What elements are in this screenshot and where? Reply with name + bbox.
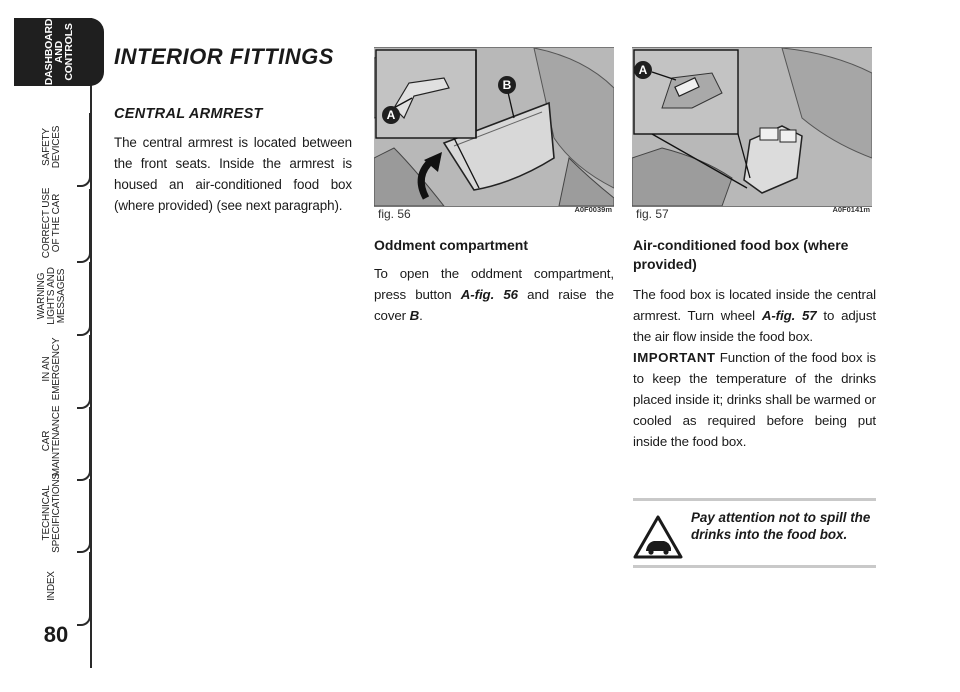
important-label: IMPORTANT xyxy=(633,350,716,365)
text-run: Function of the food box is to keep the temperature of the drinks placed inside it; drinks shall be warmed or cooled as required before being put inside the food box. xyxy=(633,350,876,449)
figure-number: fig. 57 xyxy=(636,207,669,221)
figure-code: A0F0141m xyxy=(832,205,870,214)
figure-57-image xyxy=(632,47,872,207)
tab-label: CORRECT USE OF THE CAR xyxy=(40,187,62,259)
warning-triangle-icon xyxy=(633,515,683,559)
page-number: 80 xyxy=(43,622,69,647)
page-title: INTERIOR FITTINGS xyxy=(114,44,334,69)
text-run: to adjust the air flow inside the food box. xyxy=(633,308,876,344)
figure-code: A0F0039m xyxy=(574,205,612,214)
section-tabs xyxy=(0,0,110,692)
callout-reference: B xyxy=(409,308,420,323)
important-note xyxy=(633,347,876,452)
figure-56-image xyxy=(374,47,614,207)
tab-car-maintenance[interactable] xyxy=(14,407,91,475)
tab-label: TECHNICAL SPECIFICATIONS xyxy=(40,473,62,553)
tab-warning-lights-and-messages[interactable] xyxy=(14,262,91,330)
tab-label: WARNING LIGHTS AND MESSAGES xyxy=(35,267,67,325)
tab-divider xyxy=(77,539,91,553)
tab-label: IN AN EMERGENCY xyxy=(40,337,62,401)
tab-technical-specifications[interactable] xyxy=(14,473,91,553)
tab-safety-devices[interactable] xyxy=(14,113,91,181)
callout-a-marker: A xyxy=(382,106,400,124)
text-run: . xyxy=(419,308,423,323)
warning-text: Pay attention not to spill the drinks into the food box. xyxy=(691,510,871,542)
text-run: and raise the cover xyxy=(374,287,614,323)
figure-57-caption xyxy=(632,205,872,223)
tab-label: SAFETY DEVICES xyxy=(40,125,62,169)
tab-divider xyxy=(77,322,91,336)
food-box-text xyxy=(633,284,876,347)
figure-56-caption xyxy=(374,205,614,223)
tab-label: INDEX xyxy=(45,571,57,601)
figure-reference: A-fig. 56 xyxy=(460,287,518,302)
figure-number: fig. 56 xyxy=(378,207,411,221)
callout-a-marker: A xyxy=(634,61,652,79)
food-box-illustration xyxy=(632,48,872,206)
tab-divider xyxy=(77,249,91,263)
text-run: The food box is located inside the central armrest. Turn wheel xyxy=(633,287,876,323)
tab-label: DASHBOARD AND CONTROLS xyxy=(43,18,75,86)
tab-in-an-emergency[interactable] xyxy=(14,335,91,403)
tab-correct-use-of-the-car[interactable] xyxy=(14,189,91,257)
warning-box xyxy=(633,498,876,568)
tab-label: CAR MAINTENANCE xyxy=(40,405,62,477)
text-run: To open the oddment compartment, press button xyxy=(374,266,614,302)
callout-b-marker: B xyxy=(498,76,516,94)
tab-index[interactable] xyxy=(14,552,91,620)
section-heading-central-armrest: CENTRAL ARMREST xyxy=(114,106,263,122)
oddment-compartment-text xyxy=(374,263,614,326)
figure-reference: A-fig. 57 xyxy=(761,308,817,323)
food-box-heading: Air-conditioned food box (where provided) xyxy=(633,237,849,272)
central-armrest-text: The central armrest is located between the front seats. Inside the armrest is housed an air-conditioned food box (where provided) (see next paragraph). xyxy=(114,135,352,213)
tab-dashboard-and-controls[interactable] xyxy=(14,18,104,86)
oddment-compartment-heading: Oddment compartment xyxy=(374,237,529,253)
tab-divider xyxy=(77,173,91,187)
armrest-illustration xyxy=(374,48,614,206)
